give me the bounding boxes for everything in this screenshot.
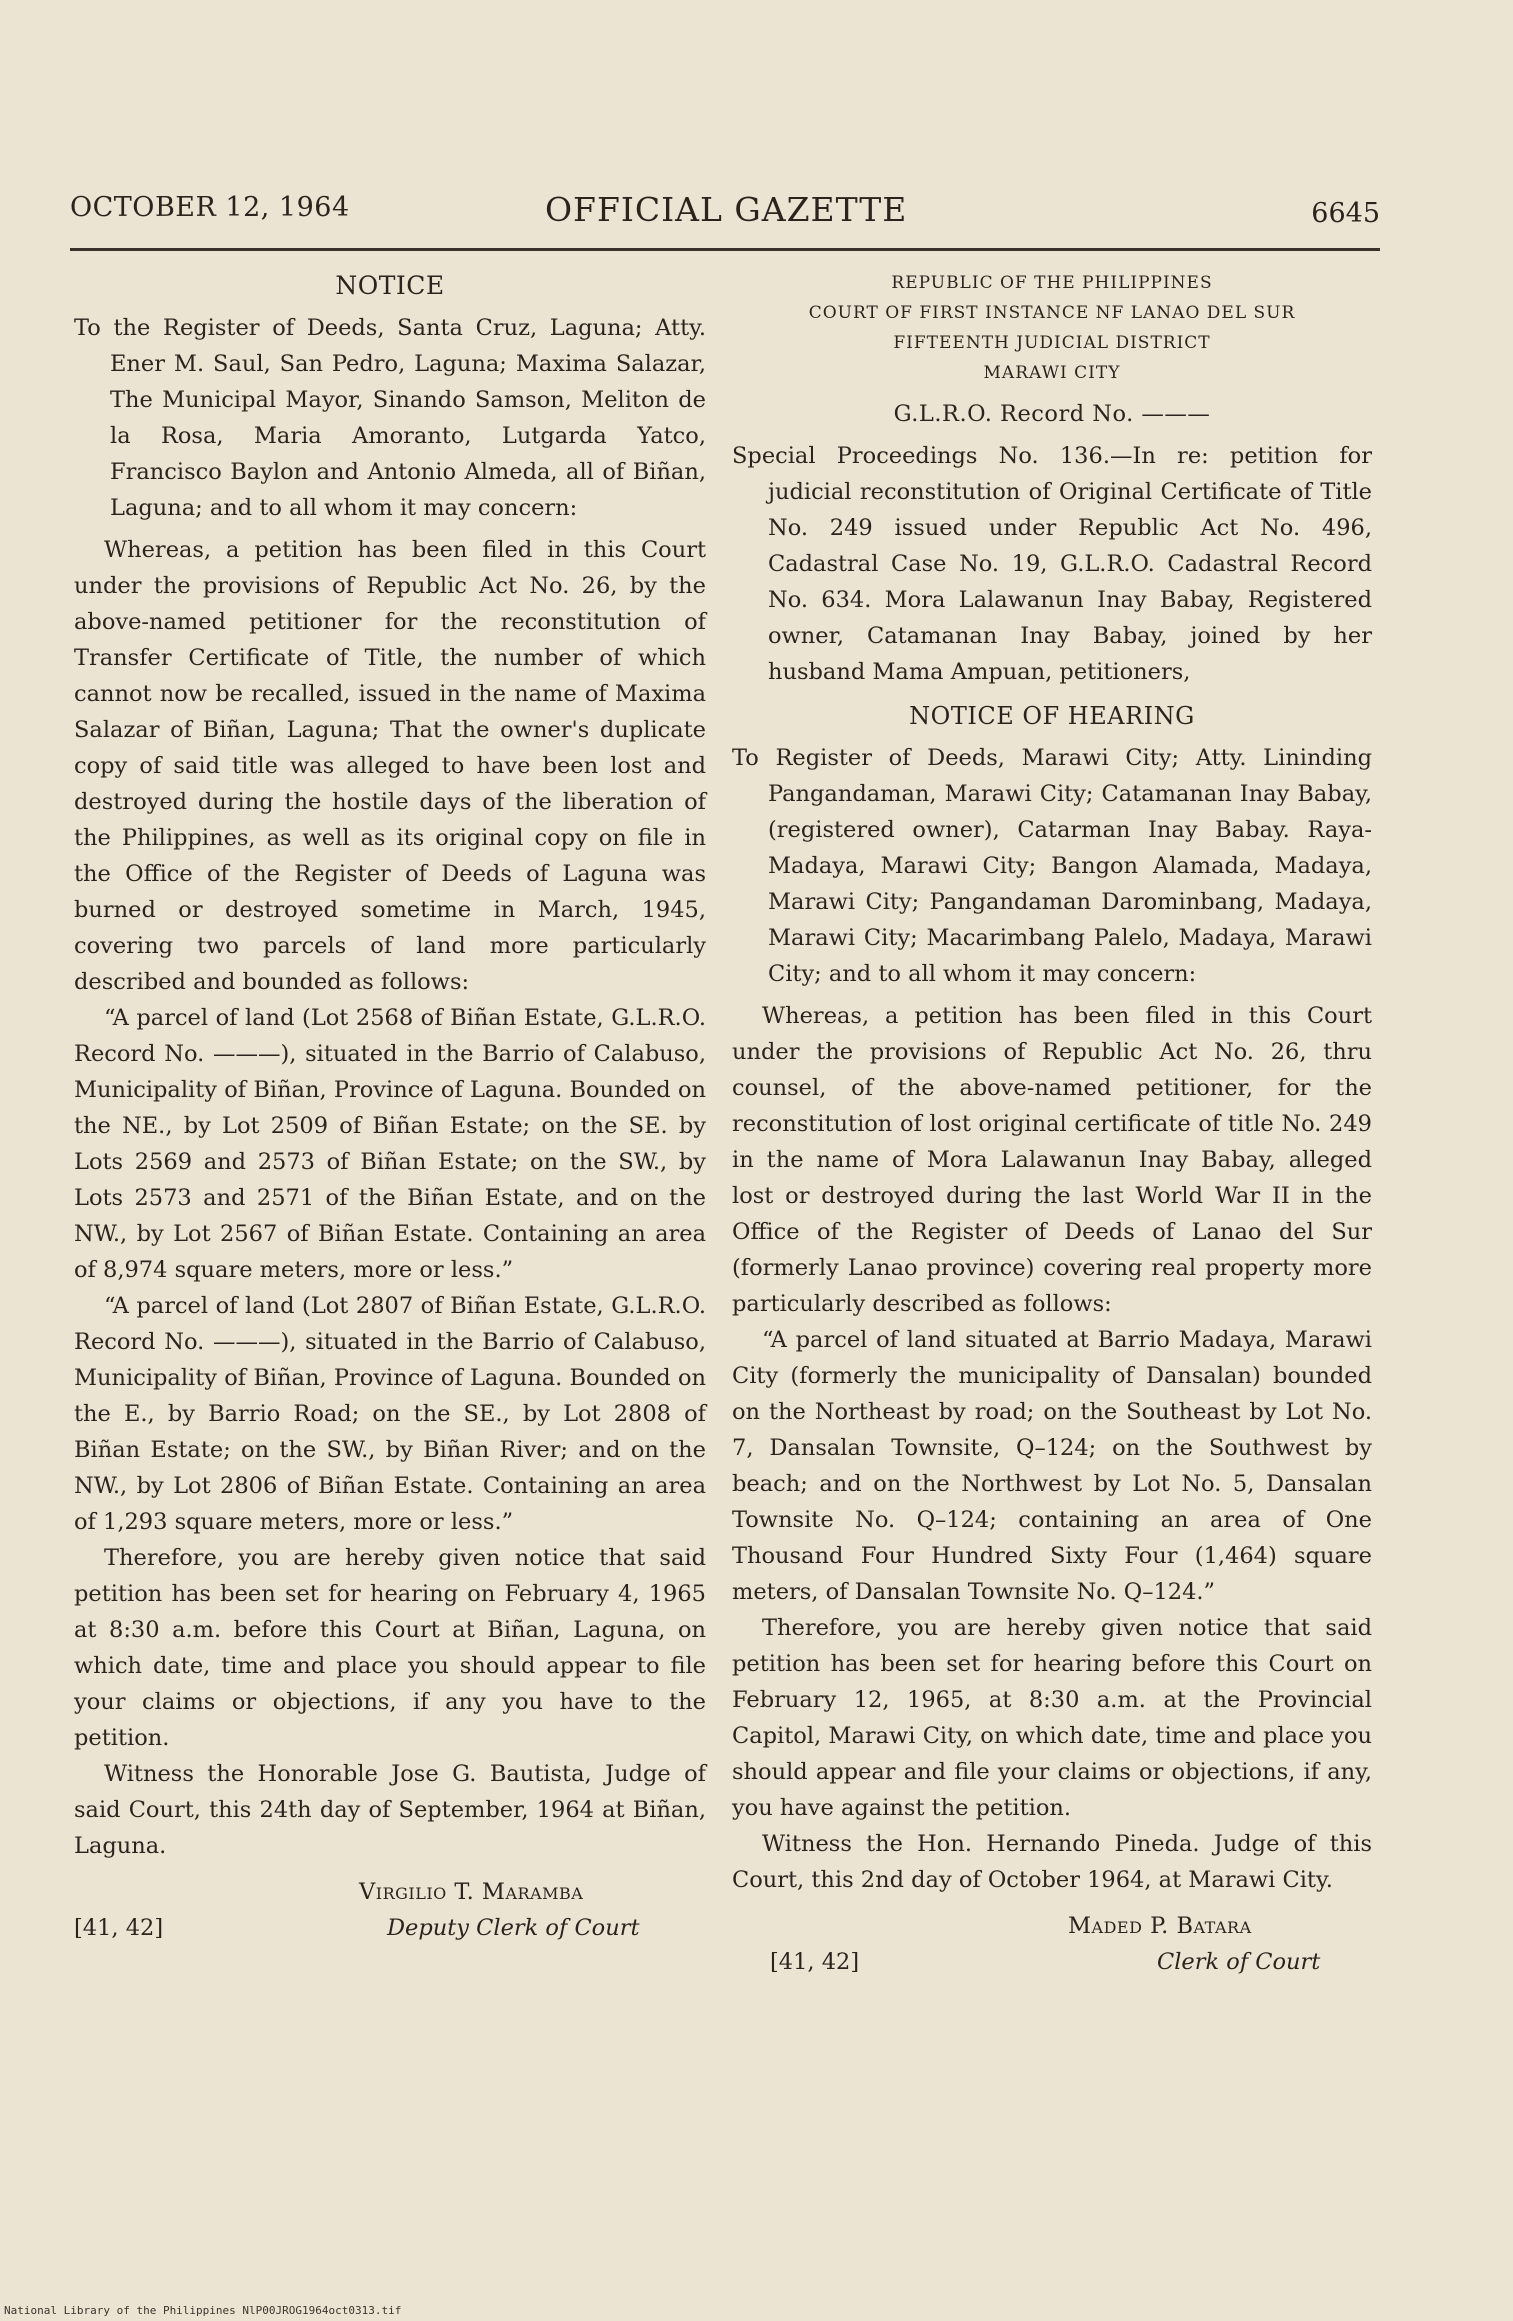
- notice-paragraph: Therefore, you are hereby given notice that said petition has been set for hearing on February 4, 1965 at 8:30 a.m. before this Court at Biñan, Laguna, on which date, time and place you should appear to file your claims or objections, if any you have to the petition.: [74, 1545, 706, 1751]
- header-rule: [70, 248, 1380, 251]
- notice-paragraph: Whereas, a petition has been filed in this Court under the provisions of Republic Act No. 26, by the above-named petitioner for the reconstitution of Transfer Certificate of Title, the number of which cannot now be recalled, issued in the name of Maxima Salazar of Biñan, Laguna; That the owner's duplicate copy of said title was alleged to have been lost and destroyed during the hostile days of the liberation of the Philippines, as well as its original copy on file in the Office of the Register of Deeds of Laguna was burned or destroyed sometime in March, 1945, covering two parcels of land more particularly described and bounded as follows:: [74, 537, 706, 995]
- publication-title: OFFICIAL GAZETTE: [545, 190, 908, 229]
- left-column-notice: [74, 268, 706, 1946]
- notice-heading: NOTICE: [335, 271, 445, 300]
- parcel-description: “A parcel of land (Lot 2807 of Biñan Estate, G.L.R.O. Record No. ———), situated in the Barrio of Calabuso, Municipality of Biñan, Province of Laguna. Bounded on the E., by Barrio Road; on the SE., by Lot 2808 of Biñan Estate; on the SW., by Biñan River; and on the NW., by Lot 2806 of Biñan Estate. Containing an area of 1,293 square meters, more or less.”: [74, 1293, 706, 1535]
- signer-name: Maded P. Batara: [1068, 1913, 1252, 1939]
- witness-paragraph: Witness the Honorable Jose G. Bautista, Judge of said Court, this 24th day of September, 1964 at Biñan, Laguna.: [74, 1761, 706, 1859]
- reference-number: [41, 42]: [74, 1915, 164, 1941]
- court-header-line: MARAWI CITY: [983, 363, 1121, 383]
- signature-block: [74, 1874, 706, 1946]
- court-header-line: REPUBLIC OF THE PHILIPPINES: [891, 273, 1213, 293]
- notice-paragraph: Therefore, you are hereby given notice that said petition has been set for hearing before this Court on February 12, 1965, at 8:30 a.m. at the Provincial Capitol, Marawi City, on which date, time and place you should appear and file your claims or objections, if any, you have against the petition.: [732, 1615, 1372, 1821]
- proceedings-caption: Special Proceedings No. 136.—In re: petition for judicial reconstitution of Original Certificate of Title No. 249 issued under Republic Act No. 496, Cadastral Case No. 19, G.L.R.O. Cadastral Record No. 634. Mora Lalawanun Inay Babay, Registered owner, Catamanan Inay Babay, joined by her husband Mama Ampuan, petitioners,: [732, 443, 1372, 685]
- notice-address: To Register of Deeds, Marawi City; Atty. Lininding Pangandaman, Marawi City; Catamanan Inay Babay, (registered owner), Catarman Inay Babay. Raya-Madaya, Marawi City; Bangon Alamada, Madaya, Marawi City; Pangandaman Darominbang, Madaya, Marawi City; Macarimbang Palelo, Madaya, Marawi City; and to all whom it may concern:: [732, 745, 1372, 987]
- signer-title: Clerk of Court: [1157, 1949, 1321, 1975]
- page-number: 6645: [1311, 198, 1380, 229]
- notice-of-hearing-heading: NOTICE OF HEARING: [909, 702, 1195, 730]
- court-header-line: FIFTEENTH JUDICIAL DISTRICT: [893, 333, 1211, 353]
- signer-title: Deputy Clerk of Court: [387, 1915, 640, 1941]
- page-header: [70, 192, 1380, 236]
- notice-address: To the Register of Deeds, Santa Cruz, Laguna; Atty. Ener M. Saul, San Pedro, Laguna; Maxima Salazar, The Municipal Mayor, Sinando Samson, Meliton de la Rosa, Maria Amoranto, Lutgarda Yatco, Francisco Baylon and Antonio Almeda, all of Biñan, Laguna; and to all whom it may concern:: [74, 315, 706, 521]
- right-column-notice: [732, 268, 1372, 1980]
- signature-block: [732, 1908, 1372, 1980]
- issue-date: OCTOBER 12, 1964: [70, 192, 350, 223]
- scan-source-note: National Library of the Philippines NlP00JROG1964oct0313.tif: [4, 2304, 402, 2317]
- reference-number: [41, 42]: [770, 1949, 860, 1975]
- record-number: G.L.R.O. Record No. ———: [893, 401, 1211, 427]
- signer-name: Virgilio T. Maramba: [359, 1879, 584, 1905]
- witness-paragraph: Witness the Hon. Hernando Pineda. Judge of this Court, this 2nd day of October 1964, at Marawi City.: [732, 1831, 1372, 1893]
- court-header-line: COURT OF FIRST INSTANCE NF LANAO DEL SUR: [808, 303, 1296, 323]
- parcel-description: “A parcel of land situated at Barrio Madaya, Marawi City (formerly the municipality of Dansalan) bounded on the Northeast by road; on the Southeast by Lot No. 7, Dansalan Townsite, Q–124; on the Southwest by beach; and on the Northwest by Lot No. 5, Dansalan Townsite No. Q–124; containing an area of One Thousand Four Hundred Sixty Four (1,464) square meters, of Dansalan Townsite No. Q–124.”: [732, 1327, 1372, 1605]
- notice-paragraph: Whereas, a petition has been filed in this Court under the provisions of Republic Act No. 26, thru counsel, of the above-named petitioner, for the reconstitution of lost original certificate of title No. 249 in the name of Mora Lalawanun Inay Babay, alleged lost or destroyed during the last World War II in the Office of the Register of Deeds of Lanao del Sur (formerly Lanao province) covering real property more particularly described as follows:: [732, 1003, 1372, 1317]
- parcel-description: “A parcel of land (Lot 2568 of Biñan Estate, G.L.R.O. Record No. ———), situated in the Barrio of Calabuso, Municipality of Biñan, Province of Laguna. Bounded on the NE., by Lot 2509 of Biñan Estate; on the SE. by Lots 2569 and 2573 of Biñan Estate; on the SW., by Lots 2573 and 2571 of the Biñan Estate, and on the NW., by Lot 2567 of Biñan Estate. Containing an area of 8,974 square meters, more or less.”: [74, 1005, 706, 1283]
